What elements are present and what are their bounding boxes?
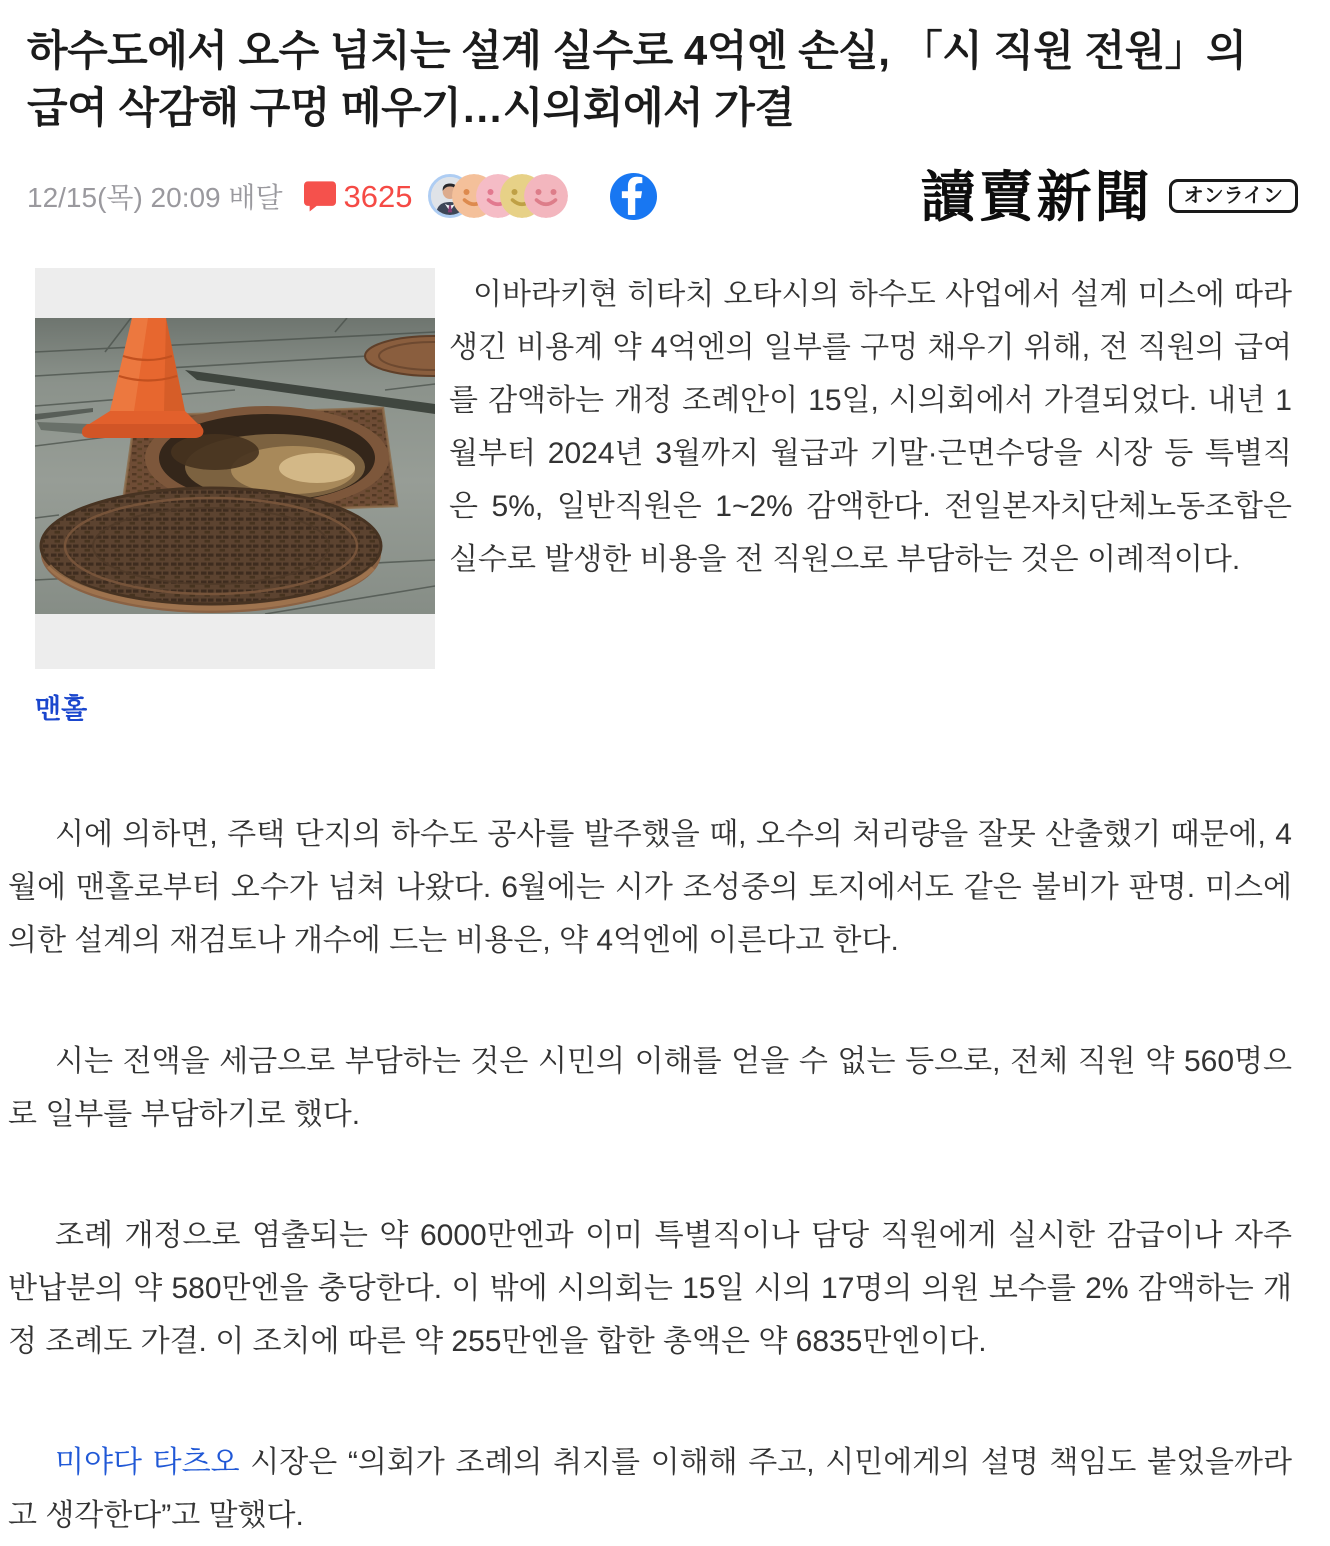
image-caption-link[interactable]: 맨홀 [35,694,88,724]
article-page [0,22,1330,1542]
article-paragraph: 이바라키현 히타치 오타시의 하수도 사업에서 설계 미스에 따라 생긴 비용계 약 4억엔의 일부를 구멍 채우기 위해, 전 직원의 급여를 감액하는 개정 조례안이 15일, 시의회에서 가결되었다. 내년 1월부터 2024년 3월까지 월급과 기말·근면수당을 시장 등 특별직은 5%, 일반직원은 1~2% 감액한다. 전일본자치단체노동조합은 실수로 발생한 비용을 전 직원으로 부담하는 것은 이례적이다. [449,278,1292,576]
article-paragraph: 시에 의하면, 주택 단지의 하수도 공사를 발주했을 때, 오수의 처리량을 잘못 산출했기 때문에, 4월에 맨홀로부터 오수가 넘쳐 나왔다. 6월에는 시가 조성중의 토지에서도 같은 불비가 판명. 미스에 의한 설계의 재검토나 개수에 드는 비용은, 약 4억엔에 이른다고 한다. [8,818,1292,957]
pink-smiley-icon-2[interactable] [524,174,568,218]
article-paragraph: 시는 전액을 세금으로 부담하는 것은 시민의 이해를 얻을 수 없는 등으로, 전체 직원 약 560명으로 일부를 부담하기로 했다. [8,1045,1292,1131]
publish-date: 12/15(목) 20:09 배달 [27,182,283,213]
comment-count: 3625 [343,178,413,214]
comments-button[interactable] [303,180,413,212]
brand-logo-link[interactable] [920,163,1298,229]
article-body [8,268,1292,1542]
yomiuri-shimbun-logo: 讀賣新聞 [920,163,1153,229]
comment-bubble-icon [303,180,337,212]
online-badge: オンライン [1169,179,1298,213]
facebook-icon [610,173,657,220]
article-paragraph-with-link [8,1436,1292,1542]
open-manhole-photo-illustration [35,318,435,614]
mayor-name-link[interactable]: 미야다 타츠오 [55,1446,240,1479]
facebook-share-button[interactable] [610,173,657,220]
reaction-avatars [428,174,568,218]
article-image[interactable] [35,268,435,669]
article-paragraph: 조례 개정으로 염출되는 약 6000만엔과 이미 특별직이나 담당 직원에게 실시한 감급이나 자주 반납분의 약 580만엔을 충당한다. 이 밖에 시의회는 15일 시의 17명의 의원 보수를 2% 감액하는 개정 조례도 가결. 이 조치에 따른 약 255만엔을 합한 총액은 약 6835만엔이다. [8,1219,1292,1358]
article-figure [35,268,435,726]
paragraph-text: 시장은 “의회가 조례의 취지를 이해해 주고, 시민에게의 설명 책임도 붙었을까라고 생각한다”고 말했다. [8,1446,1292,1532]
page-title: 하수도에서 오수 넘치는 설계 실수로 4억엔 손실, 「시 직원 전원」의 급여 삭감해 구멍 메우기…시의회에서 가결 [27,27,1247,131]
meta-row [27,163,1298,229]
